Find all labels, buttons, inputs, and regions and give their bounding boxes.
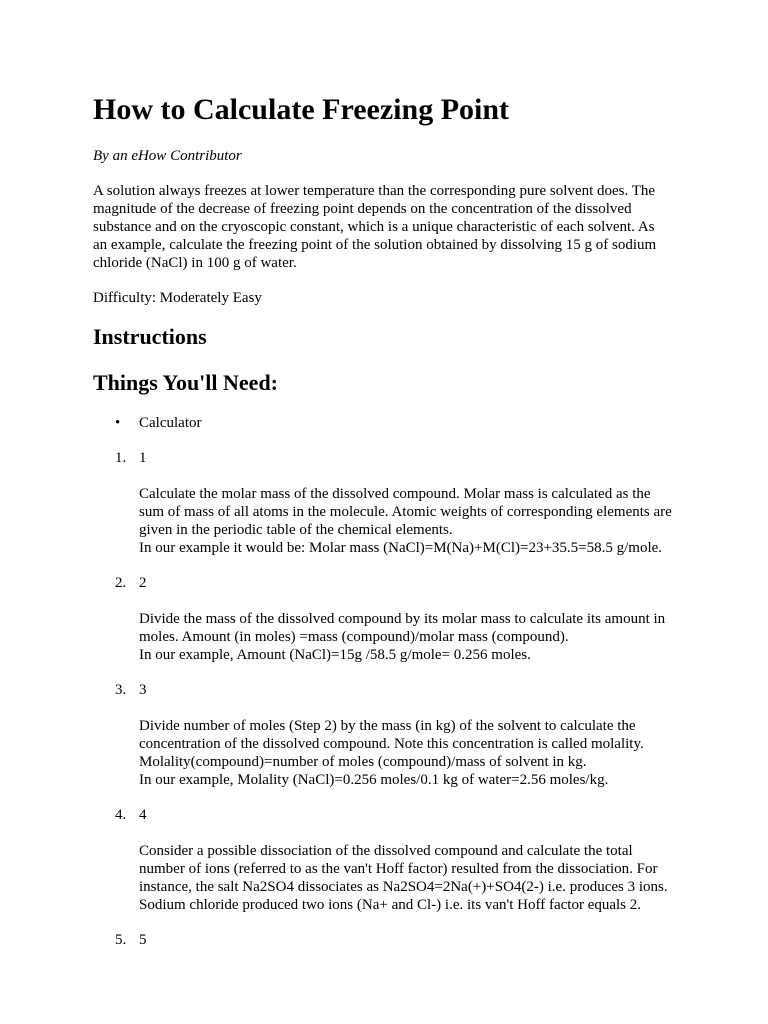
step-item <box>93 449 683 557</box>
step-text <box>139 717 672 789</box>
intro-paragraph: A solution always freezes at lower temperature than the corresponding pure solvent does. The magnitude of the decrease of freezing point depends on the concentration of the dissolved substance and on the cryoscopic constant, which is a unique characteristic of each solvent. As an example, calculate the freezing point of the solution obtained by dissolving 15 g of sodium chloride (NaCl) in 100 g of water. <box>93 183 657 271</box>
step-text <box>139 842 672 914</box>
list-item <box>93 414 683 432</box>
step-marker: 1. <box>115 450 127 466</box>
step-marker: 5. <box>115 932 127 948</box>
difficulty-label: Difficulty: Moderately Easy <box>93 290 262 306</box>
bullet-icon: • <box>115 415 121 431</box>
step-number: 3 <box>139 682 147 698</box>
instructions-heading: Instructions <box>93 324 207 349</box>
list-item-label: Calculator <box>139 415 202 431</box>
step-example: In our example, Molality (NaCl)=0.256 moles/0.1 kg of water=2.56 moles/kg. <box>139 772 609 788</box>
things-needed-list <box>93 414 683 432</box>
step-description: Divide number of moles (Step 2) by the mass (in kg) of the solvent to calculate the concentration of the dissolved compound. Note this concentration is called molality. Molality(compound)=number of moles (compound)/mass of solvent in kg. <box>139 718 644 770</box>
step-item <box>93 574 683 664</box>
article-title: How to Calculate Freezing Point <box>93 93 510 126</box>
step-number: 1 <box>139 450 147 466</box>
step-number: 2 <box>139 575 147 591</box>
step-description: Consider a possible dissociation of the dissolved compound and calculate the total number of ions (referred to as the van't Hoff factor) resulted from the dissociation. For instance, the salt Na2SO4 dissociates as Na2SO4=2Na(+)+SO4(2-) i.e. produces 3 ions. <box>139 843 668 895</box>
step-item <box>93 681 683 789</box>
step-text <box>139 485 672 557</box>
step-description: Calculate the molar mass of the dissolved compound. Molar mass is calculated as the sum of mass of all atoms in the molecule. Atomic weights of corresponding elements are given in the periodic table of the chemical elements. <box>139 486 672 538</box>
step-text <box>139 610 672 664</box>
step-marker: 4. <box>115 807 127 823</box>
article <box>93 90 683 949</box>
step-marker: 3. <box>115 682 127 698</box>
step-number: 4 <box>139 807 147 823</box>
step-item <box>93 806 683 914</box>
step-example: Sodium chloride produced two ions (Na+ and Cl-) i.e. its van't Hoff factor equals 2. <box>139 897 642 913</box>
step-description: Divide the mass of the dissolved compound by its molar mass to calculate its amount in moles. Amount (in moles) =mass (compound)/molar mass (compound). <box>139 611 666 645</box>
step-example: In our example it would be: Molar mass (NaCl)=M(Na)+M(Cl)=23+35.5=58.5 g/mole. <box>139 540 663 556</box>
things-needed-heading: Things You'll Need: <box>93 370 279 395</box>
instruction-steps <box>93 449 683 949</box>
step-number: 5 <box>139 932 147 948</box>
author-byline: By an eHow Contributor <box>93 148 242 164</box>
step-item <box>93 931 683 949</box>
step-example: In our example, Amount (NaCl)=15g /58.5 g/mole= 0.256 moles. <box>139 647 531 663</box>
step-marker: 2. <box>115 575 127 591</box>
